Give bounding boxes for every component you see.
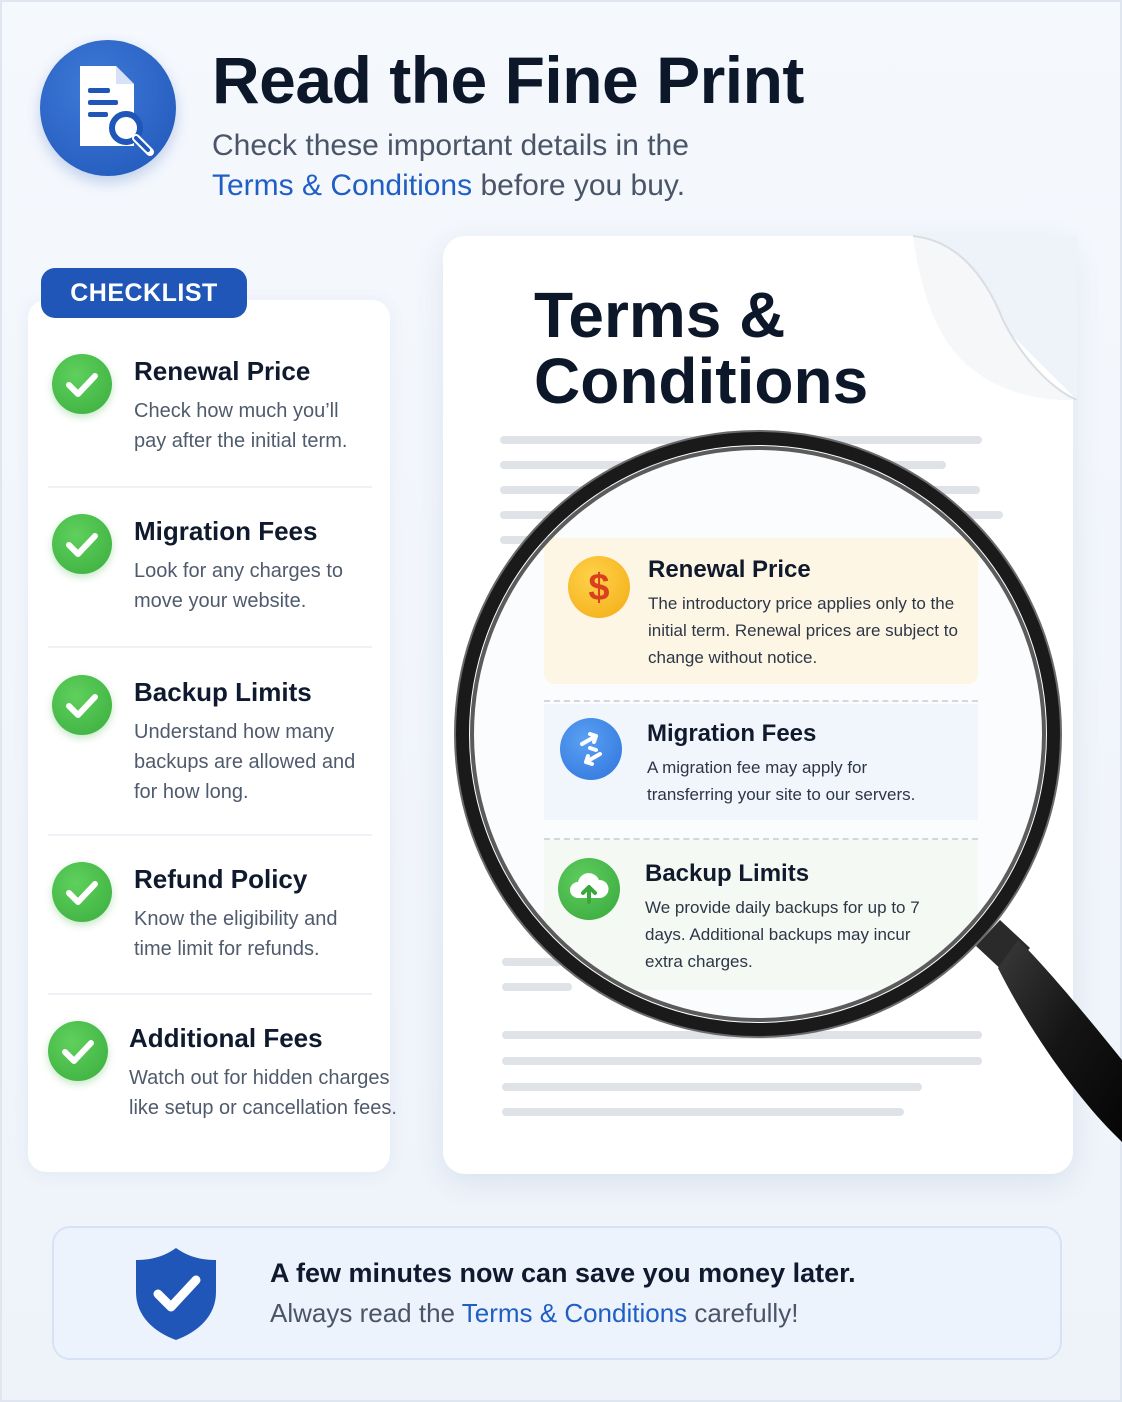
checklist-item-title: Additional Fees xyxy=(129,1023,323,1053)
divider xyxy=(48,646,372,648)
page-subtitle xyxy=(212,126,772,206)
section-title: Migration Fees xyxy=(647,720,817,747)
checklist-item-title: Backup Limits xyxy=(134,677,312,707)
checklist-item-title: Refund Policy xyxy=(134,864,308,894)
subtitle-line1: Check these important details in the xyxy=(212,129,689,162)
divider xyxy=(48,993,372,995)
divider xyxy=(48,486,372,488)
section-text: The introductory price applies only to the initial term. Renewal prices are subject to change without notice. xyxy=(648,594,958,667)
subtitle-end: before you buy. xyxy=(472,169,686,202)
check-icon xyxy=(52,354,112,414)
banner-headline: A few minutes now can save you money later. xyxy=(270,1258,856,1288)
checklist-item-desc: Know the eligibility and time limit for refunds. xyxy=(134,908,338,960)
banner-subline-start: Always read the xyxy=(270,1298,462,1328)
section-title: Renewal Price xyxy=(648,556,811,583)
section-text: A migration fee may apply for transferring your site to our servers. xyxy=(647,758,916,804)
checklist-item-title: Renewal Price xyxy=(134,356,311,386)
check-icon xyxy=(52,862,112,922)
divider xyxy=(48,834,372,836)
checklist-item-desc: Understand how many backups are allowed and for how long. xyxy=(134,721,356,803)
section-title: Backup Limits xyxy=(645,860,810,887)
checklist-item-title: Migration Fees xyxy=(134,516,318,546)
checklist-item-desc: Check how much you’ll pay after the initial term. xyxy=(134,400,348,452)
checklist-item-desc: Watch out for hidden charges like setup or cancellation fees. xyxy=(129,1067,397,1119)
banner-subline-end: carefully! xyxy=(687,1298,799,1328)
banner-subline xyxy=(270,1298,798,1329)
svg-text:$: $ xyxy=(588,567,610,609)
banner-subline-highlight: Terms & Conditions xyxy=(461,1298,688,1328)
subtitle-highlight: Terms & Conditions xyxy=(212,169,473,202)
document-title: Terms & Conditions xyxy=(534,279,869,417)
page-title: Read the Fine Print xyxy=(212,43,804,117)
checklist-badge: CHECKLIST xyxy=(41,268,247,318)
magnifying-glass-icon xyxy=(440,420,1122,1142)
check-icon xyxy=(48,1021,108,1081)
shield-check-icon xyxy=(134,1246,218,1342)
section-text: We provide daily backups for up to 7 days. Additional backups may incur extra charges. xyxy=(645,898,920,971)
checklist-item-desc: Look for any charges to move your website. xyxy=(134,560,344,612)
document-search-icon xyxy=(40,40,176,176)
check-icon xyxy=(52,514,112,574)
check-icon xyxy=(52,675,112,735)
